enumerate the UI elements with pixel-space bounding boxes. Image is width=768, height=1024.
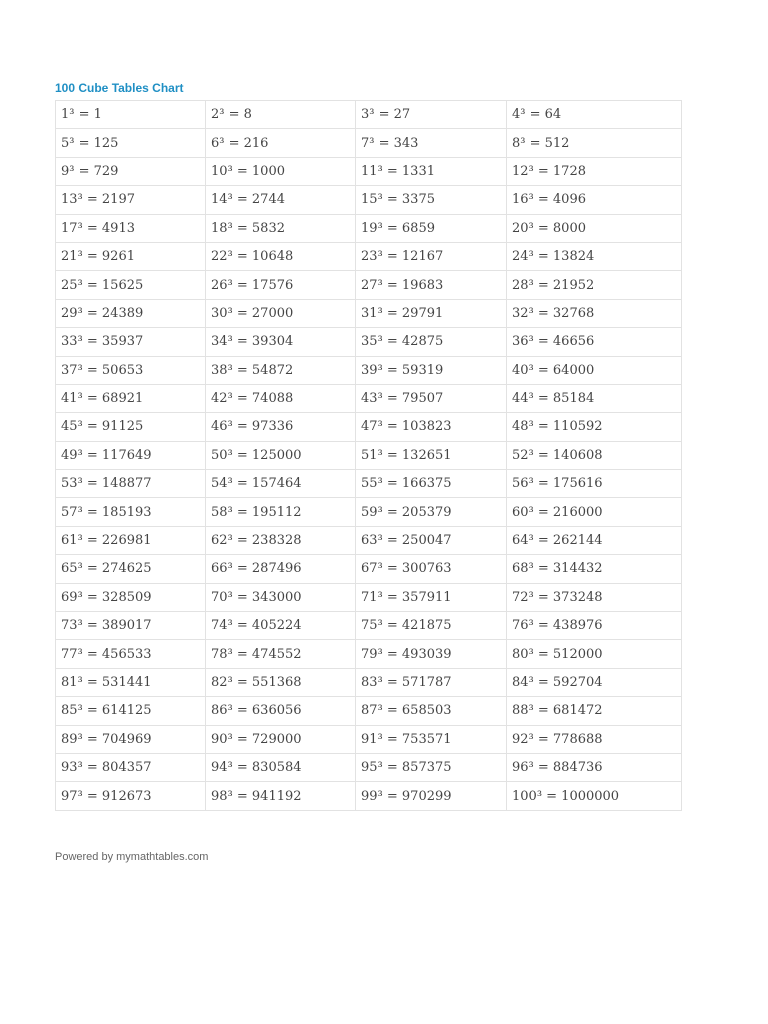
table-cell: 100³ = 1000000	[507, 782, 682, 810]
table-row	[56, 526, 682, 554]
table-cell: 6³ = 216	[206, 129, 356, 157]
table-row	[56, 753, 682, 781]
table-cell: 30³ = 27000	[206, 299, 356, 327]
cube-chart-page	[55, 80, 681, 811]
table-cell: 23³ = 12167	[356, 242, 507, 270]
table-cell: 61³ = 226981	[56, 526, 206, 554]
table-cell: 42³ = 74088	[206, 384, 356, 412]
table-cell: 13³ = 2197	[56, 186, 206, 214]
table-cell: 39³ = 59319	[356, 356, 507, 384]
table-cell: 12³ = 1728	[507, 157, 682, 185]
table-row	[56, 328, 682, 356]
table-cell: 69³ = 328509	[56, 583, 206, 611]
table-cell: 55³ = 166375	[356, 470, 507, 498]
table-cell: 7³ = 343	[356, 129, 507, 157]
table-cell: 2³ = 8	[206, 101, 356, 129]
table-cell: 75³ = 421875	[356, 612, 507, 640]
table-row	[56, 157, 682, 185]
table-cell: 56³ = 175616	[507, 470, 682, 498]
table-cell: 3³ = 27	[356, 101, 507, 129]
table-cell: 63³ = 250047	[356, 526, 507, 554]
table-cell: 81³ = 531441	[56, 668, 206, 696]
table-cell: 36³ = 46656	[507, 328, 682, 356]
table-cell: 83³ = 571787	[356, 668, 507, 696]
table-row	[56, 470, 682, 498]
table-row	[56, 214, 682, 242]
table-row	[56, 441, 682, 469]
table-cell: 82³ = 551368	[206, 668, 356, 696]
table-cell: 24³ = 13824	[507, 242, 682, 270]
table-cell: 70³ = 343000	[206, 583, 356, 611]
table-cell: 33³ = 35937	[56, 328, 206, 356]
table-row	[56, 101, 682, 129]
table-row	[56, 612, 682, 640]
table-cell: 18³ = 5832	[206, 214, 356, 242]
table-cell: 37³ = 50653	[56, 356, 206, 384]
table-cell: 35³ = 42875	[356, 328, 507, 356]
table-cell: 11³ = 1331	[356, 157, 507, 185]
table-cell: 93³ = 804357	[56, 753, 206, 781]
table-row	[56, 413, 682, 441]
page-title: 100 Cube Tables Chart	[55, 81, 184, 95]
table-cell: 64³ = 262144	[507, 526, 682, 554]
table-row	[56, 242, 682, 270]
table-cell: 66³ = 287496	[206, 555, 356, 583]
table-cell: 44³ = 85184	[507, 384, 682, 412]
cube-table	[55, 100, 682, 811]
table-cell: 46³ = 97336	[206, 413, 356, 441]
table-cell: 20³ = 8000	[507, 214, 682, 242]
table-cell: 14³ = 2744	[206, 186, 356, 214]
table-cell: 76³ = 438976	[507, 612, 682, 640]
table-cell: 25³ = 15625	[56, 271, 206, 299]
table-cell: 9³ = 729	[56, 157, 206, 185]
table-cell: 5³ = 125	[56, 129, 206, 157]
table-cell: 80³ = 512000	[507, 640, 682, 668]
table-cell: 15³ = 3375	[356, 186, 507, 214]
table-cell: 22³ = 10648	[206, 242, 356, 270]
table-row	[56, 583, 682, 611]
table-cell: 98³ = 941192	[206, 782, 356, 810]
table-cell: 73³ = 389017	[56, 612, 206, 640]
table-cell: 89³ = 704969	[56, 725, 206, 753]
table-cell: 40³ = 64000	[507, 356, 682, 384]
table-cell: 71³ = 357911	[356, 583, 507, 611]
table-cell: 77³ = 456533	[56, 640, 206, 668]
table-cell: 26³ = 17576	[206, 271, 356, 299]
table-row	[56, 697, 682, 725]
table-row	[56, 186, 682, 214]
table-cell: 19³ = 6859	[356, 214, 507, 242]
table-cell: 54³ = 157464	[206, 470, 356, 498]
table-cell: 88³ = 681472	[507, 697, 682, 725]
table-cell: 59³ = 205379	[356, 498, 507, 526]
table-row	[56, 271, 682, 299]
table-row	[56, 384, 682, 412]
table-cell: 34³ = 39304	[206, 328, 356, 356]
table-cell: 65³ = 274625	[56, 555, 206, 583]
table-row	[56, 725, 682, 753]
table-row	[56, 555, 682, 583]
table-cell: 4³ = 64	[507, 101, 682, 129]
table-cell: 79³ = 493039	[356, 640, 507, 668]
table-cell: 91³ = 753571	[356, 725, 507, 753]
table-cell: 10³ = 1000	[206, 157, 356, 185]
table-cell: 67³ = 300763	[356, 555, 507, 583]
table-row	[56, 129, 682, 157]
table-cell: 86³ = 636056	[206, 697, 356, 725]
table-cell: 72³ = 373248	[507, 583, 682, 611]
table-cell: 50³ = 125000	[206, 441, 356, 469]
table-cell: 96³ = 884736	[507, 753, 682, 781]
table-cell: 51³ = 132651	[356, 441, 507, 469]
table-cell: 52³ = 140608	[507, 441, 682, 469]
table-cell: 1³ = 1	[56, 101, 206, 129]
table-row	[56, 299, 682, 327]
table-cell: 53³ = 148877	[56, 470, 206, 498]
table-cell: 84³ = 592704	[507, 668, 682, 696]
footer-credit: Powered by mymathtables.com	[55, 851, 209, 863]
table-cell: 38³ = 54872	[206, 356, 356, 384]
table-cell: 16³ = 4096	[507, 186, 682, 214]
table-cell: 94³ = 830584	[206, 753, 356, 781]
table-cell: 45³ = 91125	[56, 413, 206, 441]
table-cell: 31³ = 29791	[356, 299, 507, 327]
table-cell: 95³ = 857375	[356, 753, 507, 781]
table-cell: 8³ = 512	[507, 129, 682, 157]
table-cell: 29³ = 24389	[56, 299, 206, 327]
table-cell: 87³ = 658503	[356, 697, 507, 725]
table-cell: 41³ = 68921	[56, 384, 206, 412]
table-cell: 62³ = 238328	[206, 526, 356, 554]
table-cell: 60³ = 216000	[507, 498, 682, 526]
table-row	[56, 356, 682, 384]
table-cell: 85³ = 614125	[56, 697, 206, 725]
table-cell: 47³ = 103823	[356, 413, 507, 441]
cube-table-body	[56, 101, 682, 811]
table-cell: 32³ = 32768	[507, 299, 682, 327]
table-row	[56, 782, 682, 810]
table-cell: 17³ = 4913	[56, 214, 206, 242]
table-cell: 97³ = 912673	[56, 782, 206, 810]
table-cell: 74³ = 405224	[206, 612, 356, 640]
table-cell: 68³ = 314432	[507, 555, 682, 583]
table-row	[56, 668, 682, 696]
table-cell: 58³ = 195112	[206, 498, 356, 526]
table-cell: 78³ = 474552	[206, 640, 356, 668]
table-cell: 49³ = 117649	[56, 441, 206, 469]
table-cell: 92³ = 778688	[507, 725, 682, 753]
table-cell: 99³ = 970299	[356, 782, 507, 810]
table-cell: 21³ = 9261	[56, 242, 206, 270]
table-cell: 28³ = 21952	[507, 271, 682, 299]
table-cell: 48³ = 110592	[507, 413, 682, 441]
table-row	[56, 640, 682, 668]
table-cell: 90³ = 729000	[206, 725, 356, 753]
table-cell: 27³ = 19683	[356, 271, 507, 299]
table-cell: 43³ = 79507	[356, 384, 507, 412]
table-row	[56, 498, 682, 526]
table-cell: 57³ = 185193	[56, 498, 206, 526]
